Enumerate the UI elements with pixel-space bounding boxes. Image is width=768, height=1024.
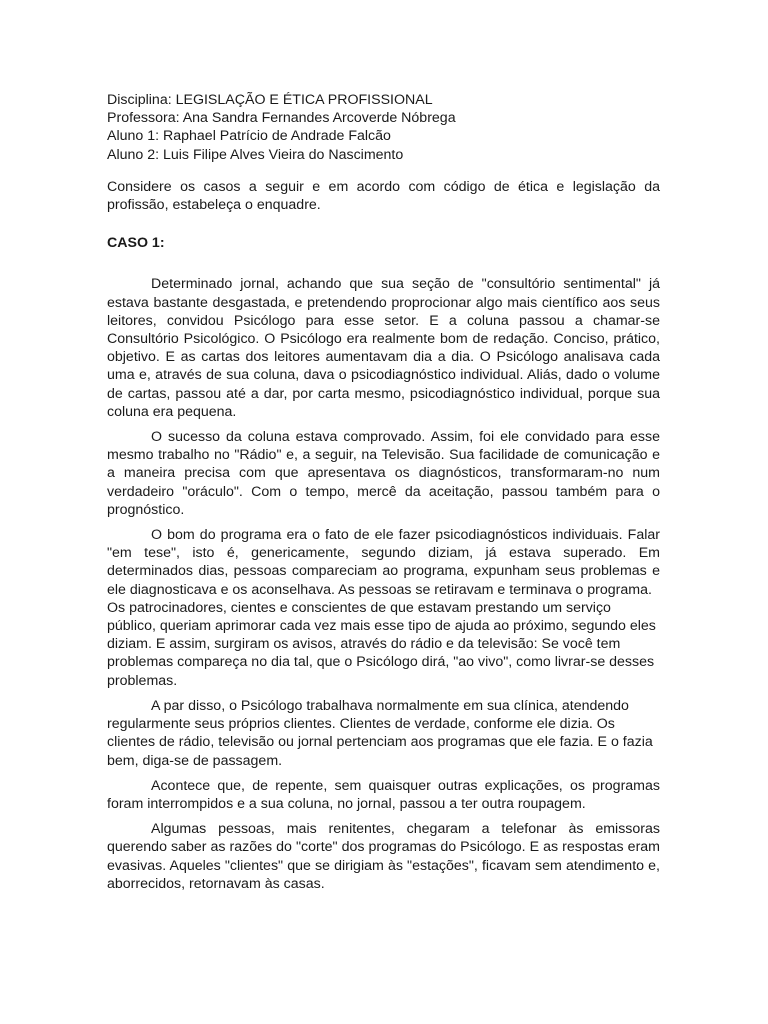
case-paragraph-2: O sucesso da coluna estava comprovado. Assim, foi ele convidado para esse mesmo trabalho no "Rádio" e, a seguir, na Televisão. Sua facilidade de comunicação e a maneira precisa com que apresentava os diagnósticos, transformaram-no num verdadeiro "oráculo". Com o tempo, mercê da aceitação, passou também para o prognóstico.: [107, 429, 660, 518]
case-title: CASO 1:: [107, 235, 165, 252]
case-paragraph-4: Os patrocinadores, cientes e conscientes de que estavam prestando um serviço público, queriam aprimorar cada vez mais esse tipo de ajuda ao próximo, segundo eles diziam. E assim, surgiram os avisos, através do rádio e da televisão: Se você tem problemas compareça no dia tal, que o Psicólogo dirá, "ao vivo", como livrar-se desses problemas.: [107, 599, 656, 689]
student-1-line: Aluno 1: Raphael Patrício de Andrade Falcão: [107, 128, 391, 145]
case-paragraph-6: Acontece que, de repente, sem quaisquer outras explicações, os programas foram interrompidos e a sua coluna, no jornal, passou a ter outra roupagem.: [107, 777, 660, 812]
case-paragraph-7: Algumas pessoas, mais renitentes, chegaram a telefonar às emissoras querendo saber as razões do "corte" dos programas do Psicólogo. E as respostas eram evasivas. Aqueles "clientes" que se dirigiam às "estações", ficavam sem atendimento e, aborrecidos, retornavam às casas.: [107, 821, 660, 892]
discipline-line: Disciplina: LEGISLAÇÃO E ÉTICA PROFISSIONAL: [107, 92, 433, 108]
case-paragraph-5: A par disso, o Psicólogo trabalhava normalmente em sua clínica, atendendo regularmente seus próprios clientes. Clientes de verdade, conforme ele dizia. Os clientes de rádio, televisão ou jornal pertenciam aos programas que ele fazia. E o fazia bem, diga-se de passagem.: [107, 697, 653, 769]
intro-paragraph: Considere os casos a seguir e em acordo com código de ética e legislação da profissão, estabeleça o enquadre.: [107, 178, 660, 214]
professor-line: Professora: Ana Sandra Fernandes Arcoverde Nóbrega: [107, 110, 456, 127]
case-paragraph-3: O bom do programa era o fato de ele fazer psicodiagnósticos individuais. Falar "em tese", isto é, genericamente, segundo diziam, já estava superado. Em determinados dias, pessoas compareciam ao programa, expunham seus problemas e ele diagnosticava e os aconselhava. As pessoas se retiravam e terminava o programa.: [107, 527, 660, 598]
document-page: [107, 91, 660, 893]
case-paragraph-1: Determinado jornal, achando que sua seção de "consultório sentimental" já estava bastante desgastada, e pretendendo proprocionar algo mais científico aos seus leitores, convidou Psicólogo para esse setor. E a coluna passou a chamar-se Consultório Psicológico. O Psicólogo era realmente bom de redação. Conciso, prático, objetivo. E as cartas dos leitores aumentavam dia a dia. O Psicólogo analisava cada uma e, através de sua coluna, dava o psicodiagnóstico individual. Aliás, dado o volume de cartas, passou até a dar, por carta mesmo, psicodiagnóstico individual, porque sua coluna era pequena.: [107, 276, 660, 420]
student-2-line: Aluno 2: Luis Filipe Alves Vieira do Nascimento: [107, 146, 404, 163]
